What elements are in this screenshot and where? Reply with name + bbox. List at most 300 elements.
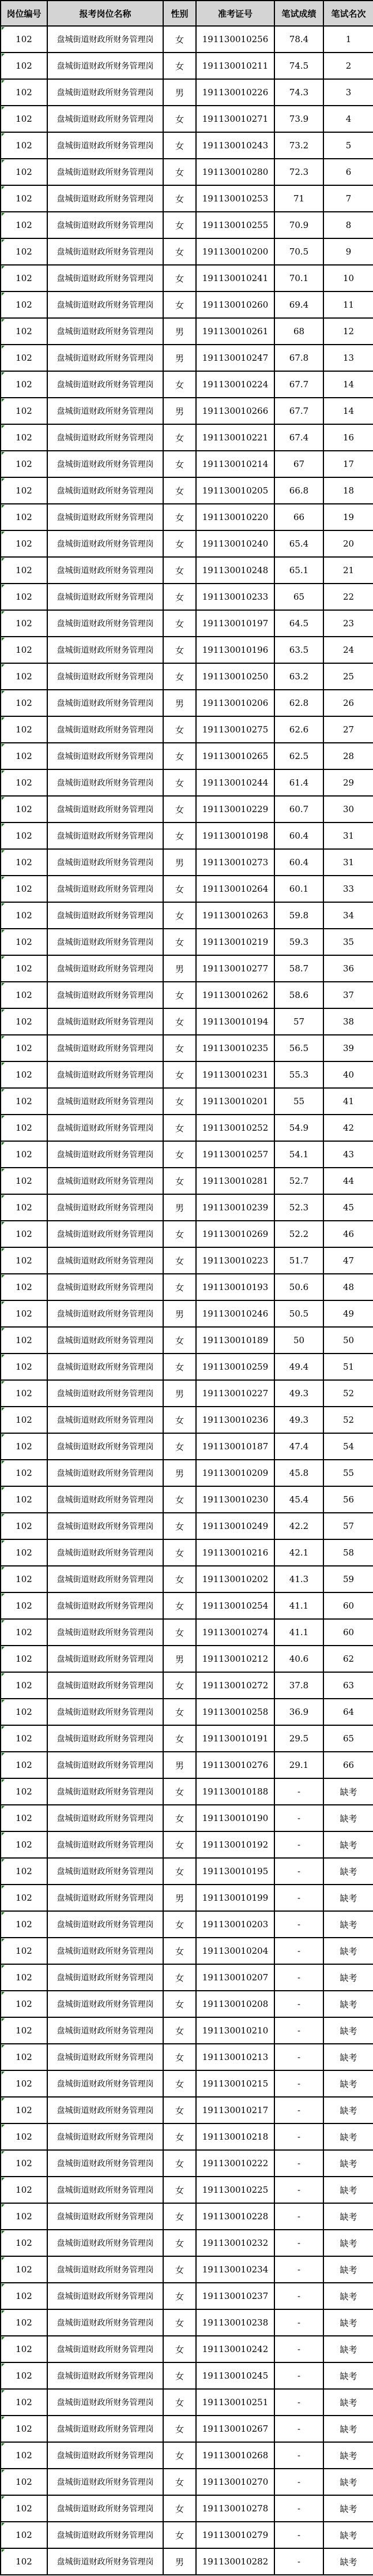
cell-gender: 女: [163, 1858, 196, 1885]
cell-gender: 女: [163, 2150, 196, 2177]
cell-gender: 女: [163, 1327, 196, 1354]
table-row: [1, 2495, 373, 2522]
cell-position-code: 102: [1, 2336, 47, 2362]
cell-corner-indicator-icon: [2, 2523, 5, 2526]
cell-exam-id: 191130010194: [196, 1008, 274, 1035]
cell-exam-id: 191130010272: [196, 1672, 274, 1699]
cell-corner-indicator-icon: [2, 1408, 5, 1411]
cell-rank: 3: [323, 79, 373, 106]
cell-corner-indicator-icon: [2, 266, 5, 269]
cell-rank: 36: [323, 955, 373, 982]
cell-rank: 42: [323, 1115, 373, 1141]
table-row: [1, 1885, 373, 1911]
cell-gender: 女: [163, 106, 196, 132]
cell-position-code: 102: [1, 53, 47, 79]
cell-corner-indicator-icon: [2, 1753, 5, 1756]
cell-corner-indicator-icon: [2, 2470, 5, 2473]
table-row: [1, 743, 373, 769]
cell-corner-indicator-icon: [2, 558, 5, 561]
cell-corner-indicator-icon: [2, 1089, 5, 1092]
cell-position-code: 102: [1, 1221, 47, 1247]
cell-position-code: 102: [1, 106, 47, 132]
cell-position-name: 盘城街道财政所财务管理岗: [47, 796, 163, 822]
cell-gender: 女: [163, 2309, 196, 2336]
cell-score: 47.4: [274, 1433, 323, 1460]
table-row: [1, 1991, 373, 2017]
cell-position-code: 102: [1, 1486, 47, 1513]
cell-exam-id: 191130010268: [196, 2442, 274, 2469]
cell-rank: 缺考: [323, 2495, 373, 2522]
cell-corner-indicator-icon: [2, 1434, 5, 1437]
cell-position-name: 盘城街道财政所财务管理岗: [47, 610, 163, 637]
cell-exam-id: 191130010211: [196, 53, 274, 79]
table-row: [1, 1274, 373, 1300]
cell-position-name: 盘城街道财政所财务管理岗: [47, 291, 163, 318]
cell-score: 60.1: [274, 876, 323, 902]
cell-position-name: 盘城街道财政所财务管理岗: [47, 1725, 163, 1752]
cell-corner-indicator-icon: [2, 2496, 5, 2499]
cell-position-code: 102: [1, 2548, 47, 2575]
table-row: [1, 1141, 373, 1168]
cell-position-name: 盘城街道财政所财务管理岗: [47, 2442, 163, 2469]
cell-corner-indicator-icon: [2, 186, 5, 189]
cell-rank: 57: [323, 1513, 373, 1539]
cell-rank: 66: [323, 1752, 373, 1778]
cell-exam-id: 191130010243: [196, 132, 274, 159]
cell-score: -: [274, 2389, 323, 2416]
cell-score: -: [274, 1831, 323, 1858]
cell-exam-id: 191130010208: [196, 1991, 274, 2017]
cell-gender: 女: [163, 1725, 196, 1752]
cell-position-code: 102: [1, 2230, 47, 2256]
cell-rank: 缺考: [323, 1831, 373, 1858]
table-row: [1, 1619, 373, 1646]
table-row: [1, 53, 373, 79]
cell-position-name: 盘城街道财政所财务管理岗: [47, 955, 163, 982]
table-row: [1, 796, 373, 822]
cell-exam-id: 191130010236: [196, 1407, 274, 1433]
cell-exam-id: 191130010187: [196, 1433, 274, 1460]
cell-corner-indicator-icon: [2, 744, 5, 747]
cell-position-name: 盘城街道财政所财务管理岗: [47, 2416, 163, 2442]
cell-position-code: 102: [1, 1619, 47, 1646]
cell-position-code: 102: [1, 477, 47, 504]
table-row: [1, 822, 373, 849]
cell-position-code: 102: [1, 1035, 47, 1061]
cell-score: -: [274, 2123, 323, 2150]
cell-corner-indicator-icon: [2, 80, 5, 83]
cell-corner-indicator-icon: [2, 452, 5, 455]
cell-position-code: 102: [1, 1938, 47, 1964]
cell-exam-id: 191130010192: [196, 1831, 274, 1858]
cell-gender: 女: [163, 265, 196, 291]
cell-score: 56.5: [274, 1035, 323, 1061]
cell-rank: 10: [323, 265, 373, 291]
cell-position-name: 盘城街道财政所财务管理岗: [47, 1407, 163, 1433]
table-row: [1, 1858, 373, 1885]
cell-corner-indicator-icon: [2, 27, 5, 30]
header-exam-id: 准考证号: [196, 1, 274, 26]
cell-gender: 女: [163, 557, 196, 584]
cell-gender: 女: [163, 822, 196, 849]
cell-exam-id: 191130010195: [196, 1858, 274, 1885]
cell-gender: 女: [163, 132, 196, 159]
cell-gender: 女: [163, 1911, 196, 1938]
cell-position-name: 盘城街道财政所财务管理岗: [47, 1592, 163, 1619]
cell-gender: 女: [163, 1513, 196, 1539]
table-row: [1, 929, 373, 955]
table-row: [1, 2256, 373, 2283]
cell-score: 60.4: [274, 849, 323, 876]
cell-position-name: 盘城街道财政所财务管理岗: [47, 451, 163, 477]
cell-exam-id: 191130010228: [196, 2203, 274, 2230]
cell-gender: 女: [163, 1433, 196, 1460]
cell-position-name: 盘城街道财政所财务管理岗: [47, 2203, 163, 2230]
cell-score: 41.3: [274, 1566, 323, 1592]
cell-score: 29.5: [274, 1725, 323, 1752]
cell-corner-indicator-icon: [2, 319, 5, 322]
table-row: [1, 1035, 373, 1061]
cell-position-name: 盘城街道财政所财务管理岗: [47, 743, 163, 769]
cell-gender: 男: [163, 318, 196, 345]
cell-position-code: 102: [1, 769, 47, 796]
table-row: [1, 2097, 373, 2123]
cell-position-code: 102: [1, 1407, 47, 1433]
cell-corner-indicator-icon: [2, 1833, 5, 1835]
cell-position-name: 盘城街道财政所财务管理岗: [47, 1194, 163, 1221]
cell-score: 52.7: [274, 1168, 323, 1194]
cell-rank: 40: [323, 1061, 373, 1088]
cell-exam-id: 191130010235: [196, 1035, 274, 1061]
cell-corner-indicator-icon: [2, 2364, 5, 2366]
cell-score: -: [274, 1911, 323, 1938]
cell-rank: 21: [323, 557, 373, 584]
cell-position-name: 盘城街道财政所财务管理岗: [47, 1752, 163, 1778]
cell-exam-id: 191130010217: [196, 2097, 274, 2123]
cell-rank: 34: [323, 902, 373, 929]
table-row: [1, 159, 373, 185]
cell-corner-indicator-icon: [2, 2072, 5, 2074]
cell-position-code: 102: [1, 2283, 47, 2309]
cell-gender: 女: [163, 2123, 196, 2150]
cell-score: -: [274, 2044, 323, 2070]
cell-gender: 女: [163, 26, 196, 53]
cell-rank: 2: [323, 53, 373, 79]
cell-position-code: 102: [1, 1805, 47, 1831]
cell-position-name: 盘城街道财政所财务管理岗: [47, 663, 163, 690]
cell-score: 67.8: [274, 345, 323, 371]
cell-gender: 女: [163, 424, 196, 451]
cell-score: 78.4: [274, 26, 323, 53]
cell-exam-id: 191130010212: [196, 1646, 274, 1672]
cell-gender: 女: [163, 2070, 196, 2097]
cell-rank: 60: [323, 1619, 373, 1646]
cell-position-name: 盘城街道财政所财务管理岗: [47, 504, 163, 530]
table-row: [1, 1008, 373, 1035]
cell-position-code: 102: [1, 1088, 47, 1115]
cell-corner-indicator-icon: [2, 1594, 5, 1597]
cell-gender: 女: [163, 902, 196, 929]
cell-score: 74.5: [274, 53, 323, 79]
table-row: [1, 610, 373, 637]
cell-score: -: [274, 1991, 323, 2017]
cell-rank: 45: [323, 1194, 373, 1221]
cell-rank: 62: [323, 1646, 373, 1672]
table-row: [1, 212, 373, 238]
table-row: [1, 637, 373, 663]
cell-position-name: 盘城街道财政所财务管理岗: [47, 1061, 163, 1088]
cell-score: 73.2: [274, 132, 323, 159]
cell-gender: 女: [163, 982, 196, 1008]
cell-score: 57: [274, 1008, 323, 1035]
cell-position-name: 盘城街道财政所财务管理岗: [47, 1938, 163, 1964]
cell-exam-id: 191130010238: [196, 2309, 274, 2336]
cell-position-name: 盘城街道财政所财务管理岗: [47, 1858, 163, 1885]
table-row: [1, 2416, 373, 2442]
cell-position-code: 102: [1, 1380, 47, 1407]
table-row: [1, 185, 373, 212]
cell-exam-id: 191130010275: [196, 716, 274, 743]
cell-position-code: 102: [1, 1061, 47, 1088]
cell-exam-id: 191130010259: [196, 1354, 274, 1380]
table-row: [1, 1566, 373, 1592]
cell-corner-indicator-icon: [2, 2151, 5, 2154]
table-row: [1, 1300, 373, 1327]
cell-corner-indicator-icon: [2, 1647, 5, 1650]
cell-position-name: 盘城街道财政所财务管理岗: [47, 79, 163, 106]
cell-rank: 25: [323, 663, 373, 690]
cell-corner-indicator-icon: [2, 372, 5, 375]
cell-exam-id: 191130010210: [196, 2017, 274, 2044]
cell-position-name: 盘城街道财政所财务管理岗: [47, 2362, 163, 2389]
cell-position-code: 102: [1, 557, 47, 584]
cell-exam-id: 191130010241: [196, 265, 274, 291]
header-written-rank: 笔试名次: [323, 1, 373, 26]
cell-rank: 55: [323, 1460, 373, 1486]
cell-corner-indicator-icon: [2, 425, 5, 428]
cell-rank: 31: [323, 822, 373, 849]
table-row: [1, 716, 373, 743]
cell-rank: 缺考: [323, 1964, 373, 1991]
cell-gender: 男: [163, 1194, 196, 1221]
cell-gender: 女: [163, 769, 196, 796]
cell-corner-indicator-icon: [2, 160, 5, 163]
cell-position-name: 盘城街道财政所财务管理岗: [47, 1433, 163, 1460]
cell-score: 55: [274, 1088, 323, 1115]
cell-position-code: 102: [1, 2123, 47, 2150]
cell-score: -: [274, 2362, 323, 2389]
cell-corner-indicator-icon: [2, 1912, 5, 1915]
table-row: [1, 477, 373, 504]
cell-position-code: 102: [1, 1991, 47, 2017]
table-row: [1, 2362, 373, 2389]
cell-rank: 缺考: [323, 2416, 373, 2442]
cell-corner-indicator-icon: [2, 691, 5, 694]
cell-gender: 女: [163, 2203, 196, 2230]
cell-rank: 9: [323, 238, 373, 265]
table-row: [1, 1592, 373, 1619]
cell-score: 52.3: [274, 1194, 323, 1221]
cell-rank: 27: [323, 716, 373, 743]
cell-corner-indicator-icon: [2, 1992, 5, 1995]
cell-exam-id: 191130010271: [196, 106, 274, 132]
cell-score: 70.5: [274, 238, 323, 265]
cell-score: 65: [274, 584, 323, 610]
cell-position-name: 盘城街道财政所财务管理岗: [47, 2309, 163, 2336]
cell-rank: 17: [323, 451, 373, 477]
cell-position-name: 盘城街道财政所财务管理岗: [47, 2044, 163, 2070]
cell-corner-indicator-icon: [2, 1700, 5, 1703]
cell-exam-id: 191130010262: [196, 982, 274, 1008]
cell-position-name: 盘城街道财政所财务管理岗: [47, 132, 163, 159]
cell-position-code: 102: [1, 1699, 47, 1725]
cell-position-code: 102: [1, 2203, 47, 2230]
cell-position-name: 盘城街道财政所财务管理岗: [47, 929, 163, 955]
cell-corner-indicator-icon: [2, 2310, 5, 2313]
cell-score: -: [274, 1964, 323, 1991]
cell-gender: 女: [163, 1061, 196, 1088]
cell-score: 60.7: [274, 796, 323, 822]
cell-rank: 29: [323, 769, 373, 796]
cell-score: 69.4: [274, 291, 323, 318]
table-row: [1, 2389, 373, 2416]
cell-corner-indicator-icon: [2, 1487, 5, 1490]
cell-rank: 缺考: [323, 2309, 373, 2336]
cell-corner-indicator-icon: [2, 638, 5, 641]
cell-score: 42.1: [274, 1539, 323, 1566]
cell-gender: 女: [163, 1407, 196, 1433]
cell-score: 66.8: [274, 477, 323, 504]
cell-exam-id: 191130010244: [196, 769, 274, 796]
cell-exam-id: 191130010199: [196, 1885, 274, 1911]
table-row: [1, 1539, 373, 1566]
cell-gender: 女: [163, 2336, 196, 2362]
cell-position-code: 102: [1, 663, 47, 690]
cell-gender: 女: [163, 212, 196, 238]
cell-position-name: 盘城街道财政所财务管理岗: [47, 849, 163, 876]
cell-exam-id: 191130010273: [196, 849, 274, 876]
cell-position-name: 盘城街道财政所财务管理岗: [47, 1646, 163, 1672]
cell-exam-id: 191130010257: [196, 1141, 274, 1168]
cell-rank: 26: [323, 690, 373, 716]
cell-gender: 女: [163, 637, 196, 663]
cell-gender: 女: [163, 2017, 196, 2044]
cell-corner-indicator-icon: [2, 1461, 5, 1464]
cell-position-name: 盘城街道财政所财务管理岗: [47, 1672, 163, 1699]
cell-position-name: 盘城街道财政所财务管理岗: [47, 557, 163, 584]
table-row: [1, 1247, 373, 1274]
cell-gender: 女: [163, 238, 196, 265]
cell-position-name: 盘城街道财政所财务管理岗: [47, 876, 163, 902]
cell-gender: 女: [163, 1778, 196, 1805]
cell-rank: 58: [323, 1539, 373, 1566]
cell-rank: 缺考: [323, 2177, 373, 2203]
cell-rank: 37: [323, 982, 373, 1008]
table-row: [1, 132, 373, 159]
cell-position-name: 盘城街道财政所财务管理岗: [47, 1566, 163, 1592]
cell-position-name: 盘城街道财政所财务管理岗: [47, 2123, 163, 2150]
cell-corner-indicator-icon: [2, 983, 5, 986]
cell-corner-indicator-icon: [2, 2045, 5, 2048]
table-row: [1, 1911, 373, 1938]
cell-exam-id: 191130010209: [196, 1460, 274, 1486]
cell-gender: 女: [163, 743, 196, 769]
cell-score: 42.2: [274, 1513, 323, 1539]
cell-score: 67.4: [274, 424, 323, 451]
cell-rank: 缺考: [323, 2548, 373, 2575]
cell-gender: 男: [163, 79, 196, 106]
table-row: [1, 849, 373, 876]
cell-position-name: 盘城街道财政所财务管理岗: [47, 212, 163, 238]
cell-exam-id: 191130010258: [196, 1699, 274, 1725]
cell-position-code: 102: [1, 424, 47, 451]
cell-score: -: [274, 1938, 323, 1964]
cell-score: 74.3: [274, 79, 323, 106]
cell-score: 51.7: [274, 1247, 323, 1274]
cell-corner-indicator-icon: [2, 293, 5, 296]
cell-position-code: 102: [1, 371, 47, 398]
cell-position-name: 盘城街道财政所财务管理岗: [47, 2177, 163, 2203]
cell-position-name: 盘城街道财政所财务管理岗: [47, 371, 163, 398]
cell-corner-indicator-icon: [2, 1222, 5, 1225]
table-row: [1, 79, 373, 106]
cell-score: 54.1: [274, 1141, 323, 1168]
cell-position-name: 盘城街道财政所财务管理岗: [47, 1964, 163, 1991]
cell-corner-indicator-icon: [2, 213, 5, 216]
cell-position-code: 102: [1, 2256, 47, 2283]
cell-position-code: 102: [1, 291, 47, 318]
cell-rank: 28: [323, 743, 373, 769]
cell-exam-id: 191130010201: [196, 1088, 274, 1115]
cell-exam-id: 191130010248: [196, 557, 274, 584]
cell-gender: 女: [163, 2097, 196, 2123]
cell-exam-id: 191130010242: [196, 2336, 274, 2362]
table-row: [1, 2548, 373, 2575]
cell-corner-indicator-icon: [2, 585, 5, 588]
cell-corner-indicator-icon: [2, 2204, 5, 2207]
cell-position-code: 102: [1, 1778, 47, 1805]
cell-exam-id: 191130010281: [196, 1168, 274, 1194]
cell-position-name: 盘城街道财政所财务管理岗: [47, 1035, 163, 1061]
cell-position-code: 102: [1, 690, 47, 716]
cell-position-name: 盘城街道财政所财务管理岗: [47, 1991, 163, 2017]
table-row: [1, 1407, 373, 1433]
cell-score: 36.9: [274, 1699, 323, 1725]
cell-score: 58.7: [274, 955, 323, 982]
cell-exam-id: 191130010255: [196, 212, 274, 238]
cell-corner-indicator-icon: [2, 2125, 5, 2128]
cell-position-code: 102: [1, 1911, 47, 1938]
cell-exam-id: 191130010233: [196, 584, 274, 610]
cell-gender: 女: [163, 1831, 196, 1858]
cell-gender: 女: [163, 876, 196, 902]
cell-position-code: 102: [1, 1274, 47, 1300]
cell-position-name: 盘城街道财政所财务管理岗: [47, 1354, 163, 1380]
cell-corner-indicator-icon: [2, 1541, 5, 1543]
cell-rank: 缺考: [323, 1911, 373, 1938]
cell-corner-indicator-icon: [2, 2178, 5, 2181]
cell-corner-indicator-icon: [2, 399, 5, 402]
cell-position-code: 102: [1, 185, 47, 212]
cell-position-code: 102: [1, 1433, 47, 1460]
table-row: [1, 1831, 373, 1858]
cell-exam-id: 191130010218: [196, 2123, 274, 2150]
cell-position-code: 102: [1, 2389, 47, 2416]
cell-gender: 女: [163, 2177, 196, 2203]
cell-rank: 20: [323, 530, 373, 557]
cell-position-code: 102: [1, 1752, 47, 1778]
cell-position-name: 盘城街道财政所财务管理岗: [47, 637, 163, 663]
